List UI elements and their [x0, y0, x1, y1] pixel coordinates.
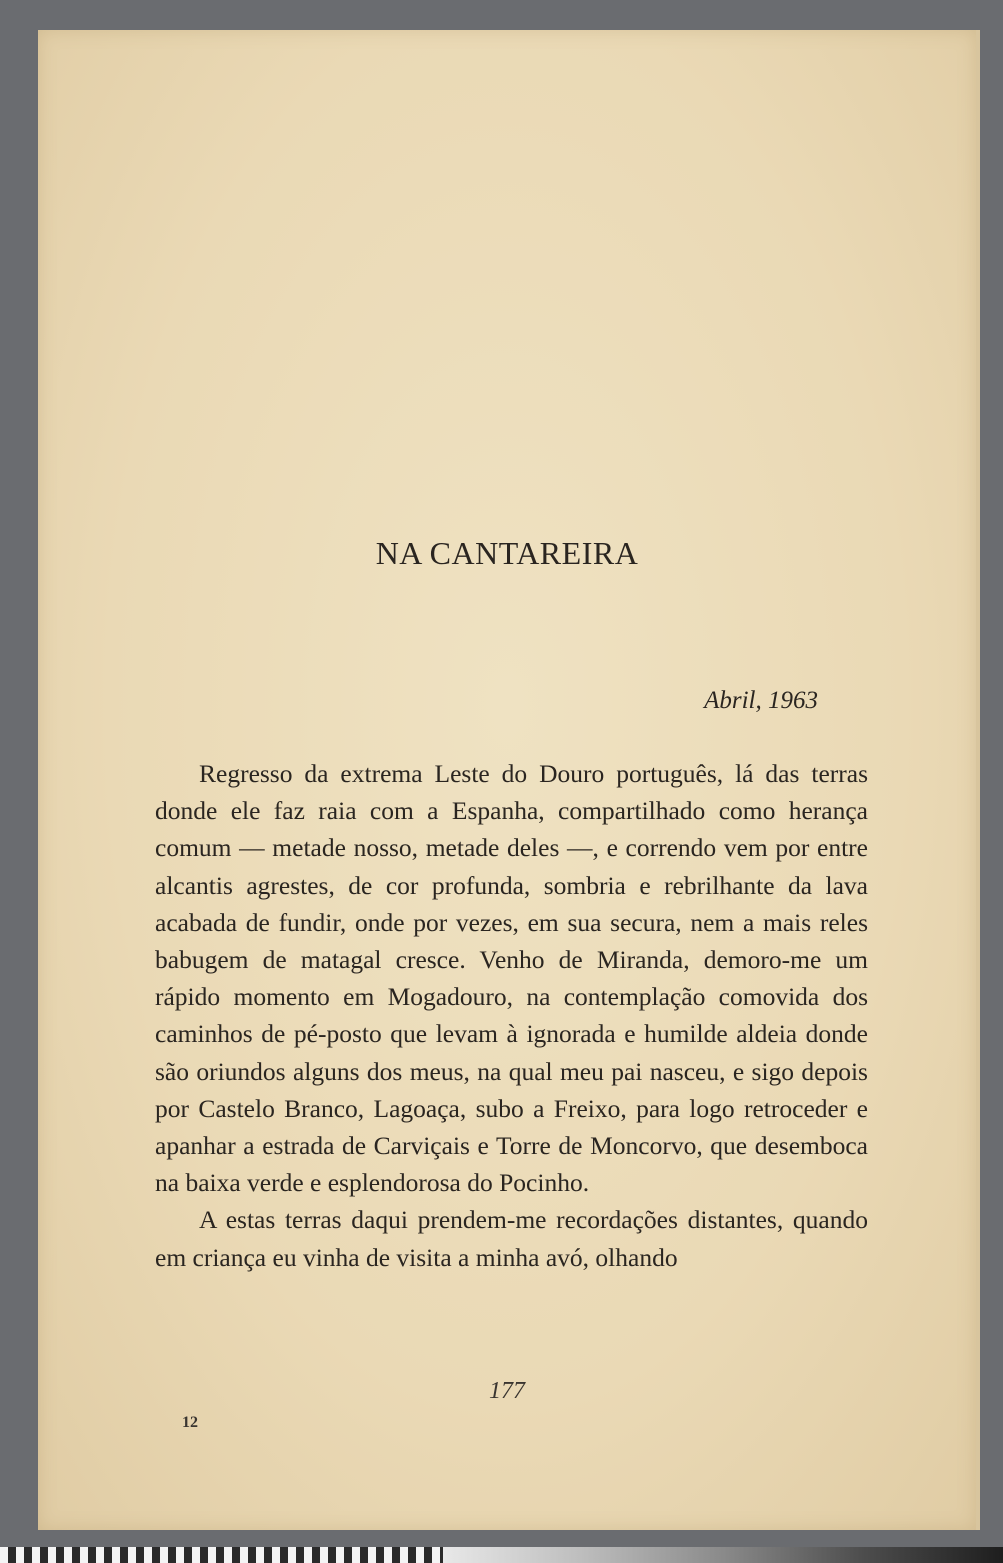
chapter-date: Abril, 1963 — [704, 687, 818, 714]
chapter-title: NA CANTAREIRA — [375, 535, 639, 571]
grayscale-scale — [443, 1547, 1003, 1563]
paragraph-1: Regresso da extrema Leste do Douro português, lá das terras donde ele faz raia com a Espanha, compartilhado como herança comum — metade nosso, metade deles —, e correndo vem por entre alcantis agrestes, de cor profunda, sombria e rebrilhante da lava acabada de fundir, onde por vezes, em sua secura, nem a mais reles babugem de matagal cresce. Venho de Miranda, demoro-me um rápido momento em Mogadouro, na contemplação comovida dos caminhos de pé-posto que levam à ignorada e humilde aldeia donde são oriundos alguns dos meus, na qual meu pai nasceu, e sigo depois por Castelo Branco, Lagoaça, subo a Freixo, para logo retroceder e apanhar a estrada de Carviçais e Torre de Moncorvo, que desemboca na baixa verde e esplendorosa do Pocinho. — [155, 759, 868, 1198]
page-number: 177 — [489, 1378, 525, 1404]
color-calibration-strip — [0, 1547, 1003, 1563]
signature-mark: 12 — [182, 1414, 198, 1431]
book-page — [38, 30, 980, 1530]
paragraph-2: A estas terras daqui prendem-me recordações distantes, quando em criança eu vinha de visita a minha avó, olhando — [155, 1205, 868, 1272]
body-text — [155, 755, 868, 1276]
